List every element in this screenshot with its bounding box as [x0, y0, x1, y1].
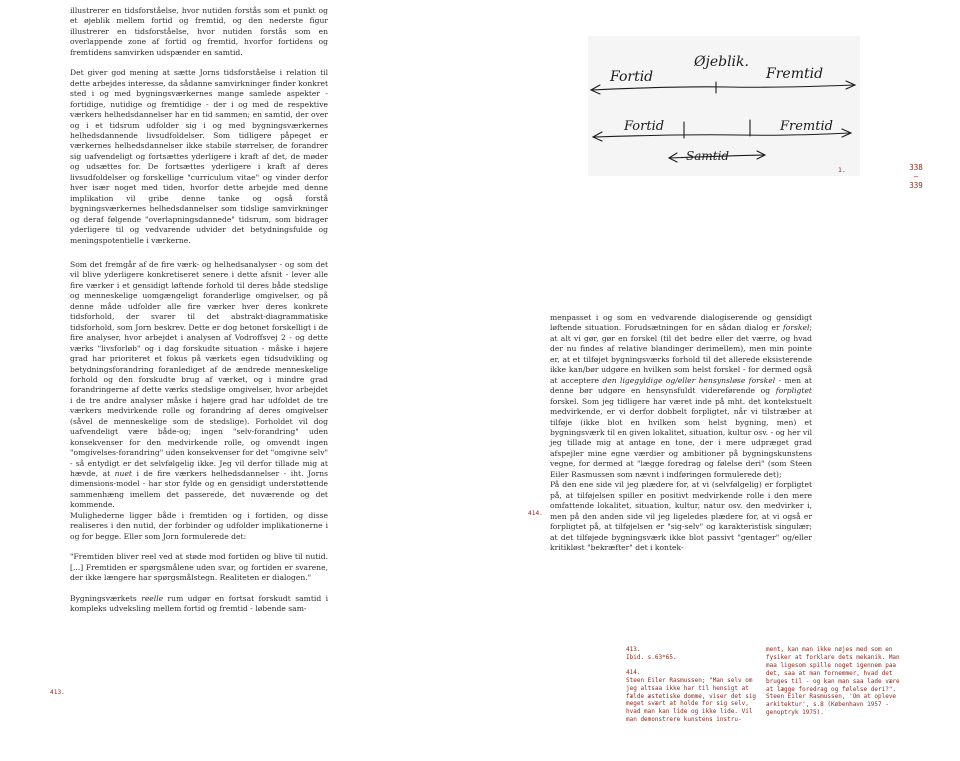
top-timeline-arrow — [592, 85, 854, 90]
left-text-column — [70, 6, 328, 614]
footnote-marker-414: 414. — [528, 510, 543, 517]
page-number-divider: — — [913, 172, 919, 181]
page-number-right: 339 — [909, 181, 923, 190]
page-numbers — [905, 163, 927, 190]
paragraph-real-space: Bygningsværkets reelle rum udgør en fortsat forskudt samtid i kompleks udveksling mellem fortid og fremtid - løbende sam- — [70, 593, 328, 614]
sketch-label-fremtid-bottom: Fremtid — [780, 119, 833, 134]
paragraph-four-analyses: Som det fremgår af de fire værk- og helhedsanalyser - og som det vil blive yderligere konkretiseret senere i dette afsnit - lever alle fire værker i et gensidigt løftende forhold til deres både stedslige og menneskelige uomgængeligt foranderlige omgivelser, og på denne måde udfolder alle fire værker hver deres konkrete tidsforhold, der svarer til det abstrakt-diagrammatiske tidsforhold, som Jorn beskrev. Dette er dog betonet forskelligt i de fire analyser, hvor arbejdet i analysen af Vodroffsvej 2 - og dette værks "livsforløb" og i dag forskudte situation - måske i højere grad har prioriteret et fokus på værkets egen tidsudvikling og betydningsforandring foranlediget af de ændrede menneskelige forhold og den forskudte brug af værket, og i mindre grad forandringerne af dette værks stedslige omgivelser, hvor arbejdet i de tre andre analyser måske i højere grad har udfoldet de tre værkers medvirkende rolle og forandring af deres omgivelser (såvel de menneskelige som de stedslige). Forholdet vil dog uafvendeligt være både-og; ingen "selv-forandring" uden konsekvenser for den medvirkende rolle, og omvendt ingen "omgivelses-forandring" uden konsekvenser for det "omgivne selv" - så entydigt er det selvfølgelig ikke. Jeg vil derfor tillade mig at hævde, at nuet i de fire værkers helhedsdannelser - iht. Jorns dimensions-model - har stor fylde og en gensidigt understøttende sammenhæng imellem det passerede, det nuværende og det kommende. — [70, 259, 329, 510]
paragraph-possibilities: Mulighederne ligger både i fremtiden og i fortiden, og disse realiseres i den nutid, der forbinder og udfolder implikationerne i og for begge. Eller som Jorn formulerede det: — [70, 510, 328, 541]
time-diagram-sketch — [588, 36, 860, 176]
paragraph-time-understanding: illustrerer en tidsforståelse, hvor nutiden forstås som et punkt og et øjeblik mellem fortid og fremtid, og den nederste figur illustrerer en tidsforståelse, hvor nutiden forstås som en overlappende zone af fortid og fremtid, hvorfor fortidens og fremtidens samvirken udspænder en samtid. — [70, 6, 328, 57]
footnotes-column-a — [626, 646, 758, 724]
paragraph-obligation: På den ene side vil jeg plædere for, at vi (selvfølgelig) er forpligtet på, at tilføjelsen spiller en positivt medvirkende rolle i den mere omfattende lokalitet, situation, kultur, natur osv. den medvirker i, men på den anden side vil jeg ligeledes plædere for, at vi også er forpligtet på, at tilføjelsen er "sig-selv" og karakteristisk singulær; at det tilføjede bygningsværk ikke blot passivt "gentager" og/eller kritikløst "bekræfter" det i kontek- — [550, 480, 812, 552]
footnote-414-continued: ment, kan man ikke nøjes med som en fysiker at forklare dets mekanik. Man maa ligesom spille noget igennem paa det, saa at man fornemmer, hvad det bruges til - og kan man saa lade være at lægge foredrag og følelse deri?". Steen Eiler Rasmussen, 'Om at opleve arkitektur', s.8 (København 1957 - genoptryk 1975). — [766, 646, 900, 717]
figure-number: 1. — [838, 166, 846, 174]
page-number-left: 338 — [909, 163, 923, 172]
sketch-label-fortid-top: Fortid — [610, 69, 654, 85]
footnotes-column-b — [766, 646, 902, 717]
sketch-label-fremtid-top: Fremtid — [766, 66, 824, 82]
footnote-413: 413. Ibid. s.63*65. — [626, 646, 677, 661]
right-text-column — [550, 313, 812, 553]
footnote-414: 414. Steen Eiler Rasmussen; "Man selv om jeg altsaa ikke har til hensigt at fælde æstetiske domme, viser det sig meget svært at holde for sig selv, hvad man kan lide og ikke lide. Vil man demonstrere kunstens instru- — [626, 668, 757, 724]
paragraph-jorn-relation: Det giver god mening at sætte Jorns tidsforståelse i relation til dette arbejdes interesse, da sådanne samvirkninger finder konkret sted i og med bygningsværkernes mange samlede aspekter - fortidige, nutidige og fremtidige - der i og med de respektive værkers helhedsdannelser har en tid sammen; en samtid, der over og i et tidsrum udfolder sig i og med bygningsværkernes helhedsdannende livsudfoldelser. Som tidligere påpeget er værkernes helhedsdannelser ikke stabile størrelser, de forandrer sig uafvendeligt og fortsættes yderligere i kraft af det, de møder og udsættes for. De fortsættes yderligere i kraft af deres livsudfoldelser og forskellige "curriculum vitae" og vinder derfor hver især noget med tiden, hvorfor dette arbejde med denne implikation vil gribe denne tanke og også forstå bygningsværkernes helhedsdannelser som tidslige samvirkninger og deraf følgende "overlapningsdannede" tidsrum, som bidrager yderligere til og vedvarende udvider det betydningsfulde og meningspotentielle i værkerne. — [70, 68, 328, 245]
sketch-label-samtid: Samtid — [686, 149, 730, 163]
footnote-marker-413: 413. — [50, 689, 65, 696]
jorn-quote: "Fremtiden bliver reel ved at støde mod fortiden og blive til nutid. [...] Fremtiden er spørgsmålene uden svar, og fortiden er svarene, der ikke længere har spørgsmålstegn. Realiteten er dialogen." — [70, 552, 328, 583]
sketch-label-fortid-bottom: Fortid — [624, 119, 665, 134]
paragraph-dialogue: menpasset i og som en vedvarende dialogiserende og gensidigt løftende situation. Forudsætningen for en sådan dialog er forskel; at alt vi gør, gør en forskel (til det bedre eller det værre, og hvad der nu findes af relative blandinger derimellem), men min pointe er, at et tilføjet bygningsværks forhold til det allerede eksisterende ikke kan/bør udgøre en hvilken som helst forskel - for dermed også at acceptere den ligegyldige og/eller hensynsløse forskel - men at denne bør udgøre en hensynsfuldt videreførende og forpligtet forskel. Som jeg tidligere har været inde på mht. det kontekstuelt medvirkende, er vi derfor dobbelt forpligtet, når vi tilstræber at tilføje (ikke blot en hvilken som helst bygning, men) et bygningsværk til en given lokalitet, situation, kultur osv. - og her vil jeg tillade mig at antage en tone, der i mere udpræget grad afspejler mine egne værdier og ambitioner på bygningskunstens vegne, for dermed at "lægge foredrag og følelse deri" (som Steen Eiler Rasmussen som nævnt i indføringen formulerede det); — [550, 313, 812, 479]
time-diagram-svg — [588, 36, 860, 176]
sketch-label-ojeblik: Øjeblik. — [694, 54, 749, 70]
